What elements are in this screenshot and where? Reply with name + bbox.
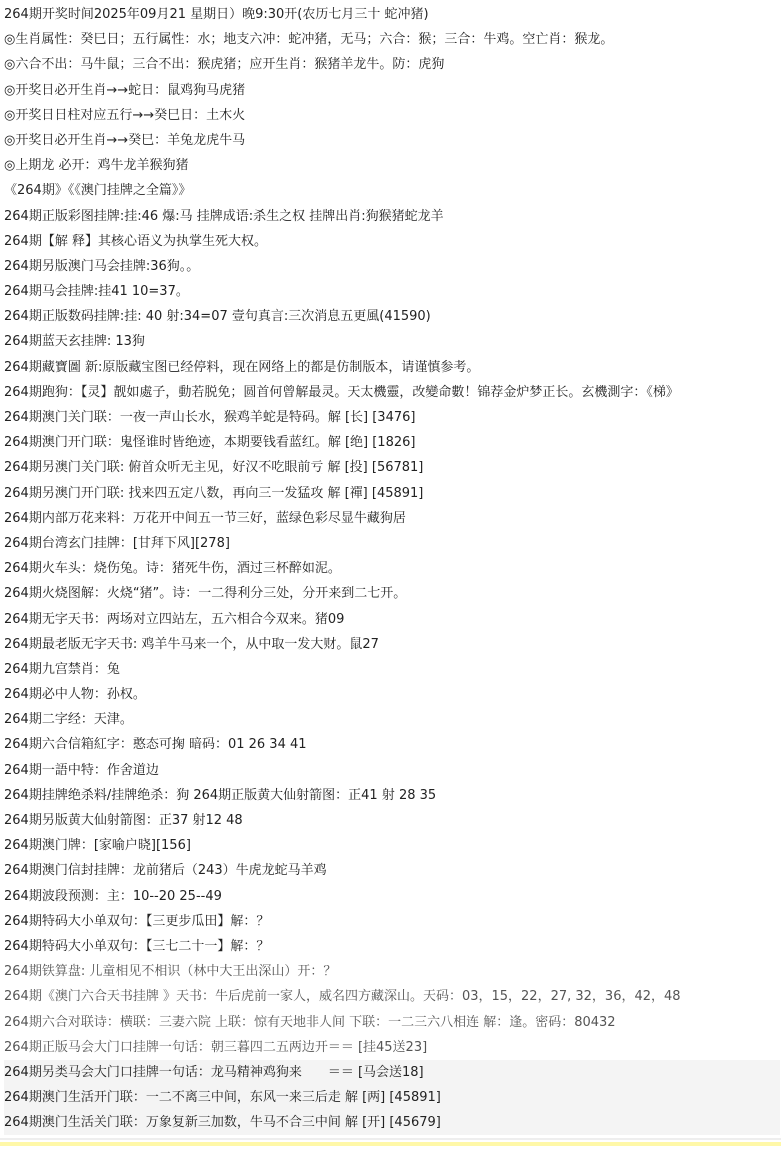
text-line: 264期特码大小单双句：【三更步瓜田】解：？ (4, 913, 270, 929)
text-line: 264期开奖时间2025年09月21 星期日）晚9:30开(农历七月三十 蛇冲猪) (4, 7, 429, 22)
text-line: 264期澳门生活开门联：一二不离三中间，东风一来三后走 解 [两] [45891] (4, 1085, 780, 1110)
text-line: 264期另版黄大仙射箭图：正37 射12 48 (4, 813, 243, 828)
text-line: 264期藏寶圖 新:原版藏宝图已经停料，现在网络上的都是仿制版本，请谨慎参考。 (4, 359, 480, 375)
text-line: 《264期》《《澳门挂牌之全篇》》 (4, 183, 192, 199)
text-line: 264期必中人物：孙权。 (4, 687, 146, 703)
text-line: 264期【解 释】其核心语义为执掌生死大权。 (4, 233, 267, 249)
text-line: 264期另版澳门马会挂牌:36狗。。 (4, 258, 200, 274)
text-line: ◎开奖日必开生肖→→癸巳：羊兔龙虎牛马 (4, 132, 246, 148)
text-line: 264期澳门开门联：鬼怪谁时皆绝迹，本期要钱看蓝红。解 [绝] [1826] (4, 435, 416, 451)
text-line: 264期澳门生活关门联：万象复新三加数，牛马不合三中间 解 [开] [45679] (4, 1110, 780, 1135)
text-line: ◎六合不出：马牛鼠；三合不出：猴虎猪；应开生肖：猴猪羊龙牛。防：虎狗 (4, 57, 445, 73)
text-line: ◎上期龙 必开：鸡牛龙羊猴狗猪 (4, 158, 189, 174)
text-line: ◎开奖日必开生肖→→蛇日：鼠鸡狗马虎猪 (4, 82, 246, 98)
text-line: 264期《澳门六合天书挂牌 》天书：牛后虎前一家人，威名四方藏深山。天码：03，15，22，27, 32，36，42，48 (4, 989, 681, 1005)
text-line: ◎生肖属性：癸巳日；五行属性：水；地支六冲：蛇冲猪，无马；六合：猴；三合：牛鸡。空亡肖：猴龙。 (4, 32, 614, 48)
text-line: 264期最老版无字天书: 鸡羊牛马来一个，从中取一发大财。鼠27 (4, 636, 379, 652)
bottom-divider (0, 1138, 781, 1140)
text-line: 264期一語中特：作舍道边 (4, 762, 159, 778)
text-line: 264期火车头：烧伤兔。诗：猪死牛伤，酒过三杯醉如泥。 (4, 561, 341, 577)
text-line: 264期马会挂牌:挂41 10=37。 (4, 284, 189, 300)
text-line: 264期正版数码挂牌:挂: 40 射:34=07 壹句真言:三次消息五更風(41590) (4, 309, 431, 325)
text-line: 264期台湾玄门挂牌：[甘拜下风][278] (4, 535, 230, 551)
text-line: 264期另澳门开门联: 找来四五定八数，再向三一发猛攻 解 [禪] [45891] (4, 485, 424, 501)
text-line: 264期二字经：天津。 (4, 712, 133, 728)
text-line: 264期另澳门关门联: 俯首众听无主见，好汉不吃眼前亏 解 [投] [56781] (4, 460, 424, 476)
text-line: 264期正版彩图挂牌:挂:46 爆:马 挂牌成语:杀生之权 挂牌出肖:狗猴猪蛇龙羊 (4, 208, 444, 224)
text-line: 264期挂牌绝杀料/挂牌绝杀：狗 264期正版黄大仙射箭图：正41 射 28 35 (4, 787, 437, 803)
text-line: 264期内部万花来料：万花开中间五一节三好，蓝绿色彩尽显牛藏狗居 (4, 510, 406, 526)
text-line: 264期铁算盘: 儿童相见不相识（林中大王出深山）开：？ (4, 964, 337, 980)
text-line: 264期波段预测：主：10--20 25--49 (4, 888, 222, 904)
text-line: 264期九宫禁肖：兔 (4, 661, 120, 677)
prediction-text-list (4, 2, 780, 1135)
text-line: 264期火烧图解：火烧“猪”。诗：一二得利分三处，分开来到二七开。 (4, 586, 407, 602)
text-line: 264期六合对联诗：横联：三妻六院 上联：惊有天地非人间 下联：一二三六八相连 解：逢。密码：80432 (4, 1014, 616, 1030)
text-line: 264期无字天书：两场对立四站左，五六相合今双来。猪09 (4, 611, 345, 627)
text-line: 264期正版马会大门口挂牌一句话：朝三暮四二五两边开＝＝ [挂45送23] (4, 1039, 428, 1055)
text-line: 264期跑狗：【灵】靓如處子，動若脱免；圆首何曾解最灵。天太機靈，改變命數！锦荐金炉梦正长。玄機測字：《梯》 (4, 384, 679, 400)
bottom-highlight-bar (0, 1142, 781, 1146)
text-line: 264期蓝天玄挂牌: 13狗 (4, 334, 145, 350)
text-line: 264期澳门牌：[家喻户晓][156] (4, 838, 191, 854)
text-line: ◎开奖日日柱对应五行→→癸巳日：土木火 (4, 107, 246, 123)
text-line: 264期六合信箱紅字：憨态可掬 暗码：01 26 34 41 (4, 737, 307, 753)
text-line: 264期特码大小单双句：【三七二十一】解：？ (4, 938, 270, 954)
text-line: 264期澳门信封挂牌：龙前猪后（243）牛虎龙蛇马羊鸡 (4, 863, 327, 879)
text-line: 264期另类马会大门口挂牌一句话：龙马精神鸡狗来 ＝＝ [马会送18] (4, 1060, 780, 1085)
text-line: 264期澳门关门联：一夜一声山长水，猴鸡羊蛇是特码。解 [长] [3476] (4, 410, 416, 425)
